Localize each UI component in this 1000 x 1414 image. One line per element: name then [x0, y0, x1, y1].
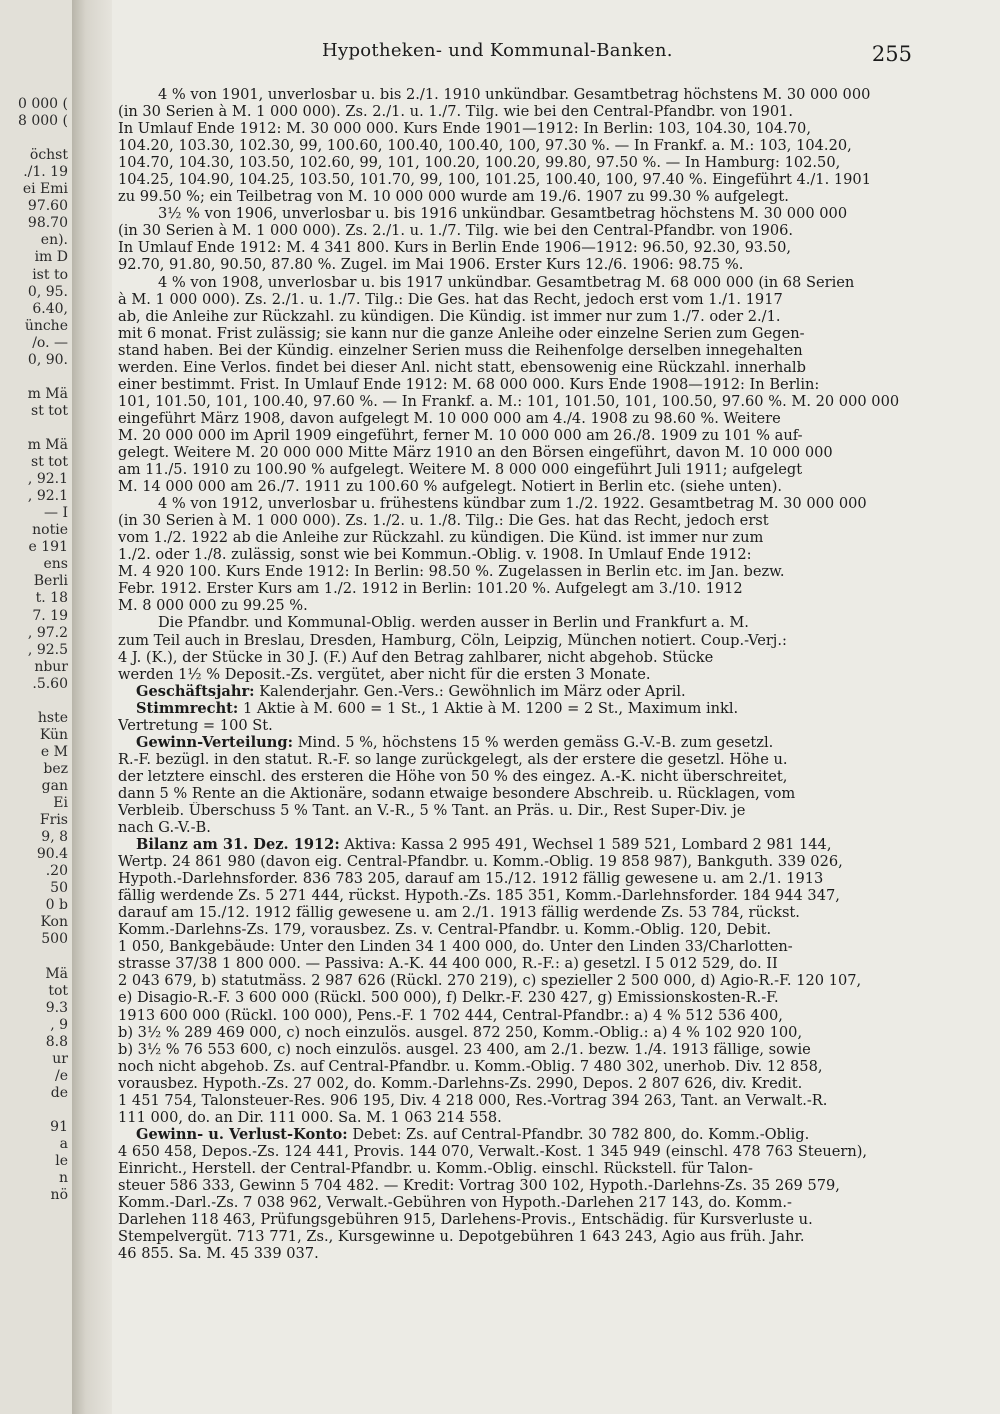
line-text: M. 14 000 000 am 26./7. 1911 zu 100.60 % aufgelegt. Notiert in Berlin etc. (siehe unten). — [118, 478, 783, 496]
text-line — [118, 614, 914, 631]
line-text: darauf am 15./12. 1912 fällig gewesene u. am 2./1. 1913 fällig werdende Zs. 53 784, rückst. — [118, 904, 800, 922]
text-line — [118, 291, 914, 308]
line-text: werden 1½ % Deposit.-Zs. vergütet, aber nicht für die ersten 3 Monate. — [118, 665, 651, 683]
line-text: fällig werdende Zs. 5 271 444, rückst. Hypoth.-Zs. 185 351, Komm.-Darlehnsforder. 184 944 347, — [118, 887, 840, 905]
facing-page-fragment: hste — [37, 709, 68, 726]
paragraph — [118, 1126, 914, 1262]
line-text: noch nicht abgehob. Zs. auf Central-Pfandbr. u. Komm.-Oblig. 7 480 302, unerhob. Div. 12 858, — [118, 1057, 823, 1075]
facing-page-fragment: tot — [48, 982, 68, 999]
facing-page-fragment: Berli — [33, 573, 68, 590]
facing-page-fragment: ens — [43, 556, 68, 573]
line-text: In Umlauf Ende 1912: M. 4 341 800. Kurs in Berlin Ende 1906—1912: 96.50, 92.30, 93.50, — [118, 239, 792, 257]
line-text: Hypoth.-Darlehnsforder. 836 783 205, darauf am 15./12. 1912 fällig gewesene u. am 2./1. 1913 — [118, 870, 824, 888]
text-line — [118, 751, 914, 768]
text-line — [118, 461, 914, 478]
text-line — [118, 785, 914, 802]
text-line — [118, 495, 914, 512]
facing-page-fragment: Kon — [40, 914, 68, 931]
text-line — [118, 887, 914, 904]
line-text: vom 1./2. 1922 ab die Anleihe zur Rückzahl. zu kündigen. Die Künd. ist immer nur zum — [118, 529, 764, 547]
text-line — [118, 955, 914, 972]
facing-page-fragment: ünche — [24, 317, 68, 334]
text-line — [118, 103, 914, 120]
text-line — [118, 870, 914, 887]
line-text: 2 043 679, b) statutmäss. 2 987 626 (Rückl. 270 219), c) spezieller 2 500 000, d) Agio-R.-F. 120 107, — [118, 972, 862, 990]
facing-page-fragment: , 97.2 — [27, 624, 68, 641]
text-line — [118, 632, 914, 649]
line-text: à M. 1 000 000). Zs. 2./1. u. 1./7. Tilg.: Die Ges. hat das Recht, jedoch erst vom 1./1. 1917 — [118, 290, 783, 308]
text-line — [118, 1194, 914, 1211]
text-line — [118, 546, 914, 563]
facing-page-fragment: — I — [44, 505, 68, 522]
text-line — [118, 308, 914, 325]
line-text: 1 050, Bankgebäude: Unter den Linden 34 1 400 000, do. Unter den Linden 33/Charlotten- — [118, 938, 793, 956]
line-text: strasse 37/38 1 800 000. — Passiva: A.-K. 44 400 000, R.-F.: a) gesetzl. I 5 012 529, do. II — [118, 955, 778, 973]
facing-page-fragment: 97.60 — [27, 198, 68, 215]
text-line — [118, 137, 914, 154]
section-lead: Geschäftsjahr: — [136, 682, 255, 700]
line-text: 111 000, do. an Dir. 111 000. Sa. M. 1 063 214 558. — [118, 1108, 502, 1126]
facing-page-fragment: ./1. 19 — [23, 164, 68, 181]
facing-page-fragment: im D — [34, 249, 68, 266]
facing-page-fragment: nö — [50, 1187, 68, 1204]
line-text: vorausbez. Hypoth.-Zs. 27 002, do. Komm.-Darlehns-Zs. 2990, Depos. 2 807 626, div. Kredit. — [118, 1074, 803, 1092]
text-line — [118, 444, 914, 461]
page-body — [118, 86, 914, 1262]
text-line — [118, 171, 914, 188]
facing-page-fragment: st tot — [31, 454, 68, 471]
text-line — [118, 1177, 914, 1194]
facing-page-fragment: gan — [41, 778, 68, 794]
facing-page-fragment: , 92.5 — [27, 641, 68, 658]
line-text: 1./2. oder 1./8. zulässig, sonst wie bei Kommun.-Oblig. v. 1908. In Umlauf Ende 1912: — [118, 546, 752, 564]
line-text: 1 451 754, Talonsteuer-Res. 906 195, Div. 4 218 000, Res.-Vortrag 394 263, Tant. an Verwalt.-R. — [118, 1091, 828, 1109]
facing-page-fragment: 9.3 — [45, 999, 68, 1016]
line-text: Aktiva: Kassa 2 995 491, Wechsel 1 589 521, Lombard 2 981 144, — [339, 836, 832, 854]
text-line — [118, 802, 914, 819]
text-line — [118, 393, 914, 410]
text-line — [118, 1092, 914, 1109]
line-text: 1913 600 000 (Rückl. 100 000), Pens.-F. 1 702 444, Central-Pfandbr.: a) 4 % 512 536 400, — [118, 1006, 783, 1024]
line-text: zu 99.50 %; ein Teilbetrag von M. 10 000 000 wurde am 19./6. 1907 zu 99.30 % aufgelegt. — [118, 188, 789, 206]
text-line — [118, 1228, 914, 1245]
facing-page-fragment: 98.70 — [27, 215, 68, 232]
text-line — [118, 904, 914, 921]
text-line — [118, 342, 914, 359]
line-text: 92.70, 91.80, 90.50, 87.80 %. Zugel. im Mai 1906. Erster Kurs 12./6. 1906: 98.75 %. — [118, 256, 744, 274]
facing-page-fragment: /o. — — [32, 334, 68, 351]
text-line — [118, 1126, 914, 1143]
text-line — [118, 1024, 914, 1041]
text-line — [118, 563, 914, 580]
paragraph — [118, 274, 914, 496]
paragraph — [118, 683, 914, 700]
line-text: 4 650 458, Depos.-Zs. 124 441, Provis. 144 070, Verwalt.-Kost. 1 345 949 (einschl. 478 763 Steuern), — [118, 1142, 868, 1160]
text-line — [118, 819, 914, 836]
line-text: ab, die Anleihe zur Rückzahl. zu kündigen. Die Kündig. ist immer nur zum 1./7. oder 2./1. — [118, 307, 781, 325]
text-line — [118, 1041, 914, 1058]
text-line — [118, 222, 914, 239]
line-text: (in 30 Serien à M. 1 000 000). Zs. 2./1. u. 1./7. Tilg. wie bei den Central-Pfandbr. von 1901. — [118, 103, 794, 121]
line-text: (in 30 Serien à M. 1 000 000). Zs. 1./2. u. 1./8. Tilg.: Die Ges. hat das Recht, jedoch erst — [118, 512, 769, 530]
text-line — [118, 921, 914, 938]
line-text: Stempelvergüt. 713 771, Zs., Kursgewinne u. Depotgebühren 1 643 243, Agio aus früh. Jahr. — [118, 1228, 805, 1246]
facing-page-fragment: de — [50, 1084, 68, 1101]
line-text: Komm.-Darlehns-Zs. 179, vorausbez. Zs. v. Central-Pfandbr. u. Komm.-Oblig. 120, Debit. — [118, 921, 772, 939]
line-text: gelegt. Weitere M. 20 000 000 Mitte März 1910 an den Börsen eingeführt, davon M. 10 000 000 — [118, 443, 833, 461]
line-text: b) 3½ % 289 469 000, c) noch einzulös. ausgel. 872 250, Komm.-Oblig.: a) 4 % 102 920 100, — [118, 1023, 803, 1041]
text-line — [118, 1058, 914, 1075]
facing-page-fragment: 90.4 — [36, 846, 68, 863]
facing-page-fragment: .5.60 — [32, 675, 68, 692]
facing-page-fragment: , 9 — [50, 1016, 68, 1033]
facing-page-fragment: m Mä — [27, 437, 68, 453]
facing-page-fragment: Kün — [39, 726, 68, 743]
line-text: Einricht., Herstell. der Central-Pfandbr. u. Komm.-Oblig. einschl. Rückstell. für Talon- — [118, 1159, 753, 1177]
text-line — [118, 205, 914, 222]
text-line — [118, 938, 914, 955]
line-text: dann 5 % Rente an die Aktionäre, sodann etwaige besondere Abschreib. u. Rücklagen, vom — [118, 784, 796, 802]
text-line — [118, 1160, 914, 1177]
line-text: b) 3½ % 76 553 600, c) noch einzulös. ausgel. 23 400, am 2./1. bezw. 1./4. 1913 fällige, sowie — [118, 1040, 811, 1058]
line-text: Febr. 1912. Erster Kurs am 1./2. 1912 in Berlin: 101.20 %. Aufgelegt am 3./10. 1912 — [118, 580, 743, 598]
facing-page-fragment: t. 18 — [35, 590, 68, 607]
paragraph — [118, 836, 914, 1126]
text-line — [118, 649, 914, 666]
facing-page-fragment: .20 — [45, 863, 68, 880]
line-text: M. 20 000 000 im April 1909 eingeführt, ferner M. 10 000 000 am 26./8. 1909 zu 101 % auf- — [118, 426, 803, 444]
text-line — [118, 580, 914, 597]
facing-page-fragment: öchst — [29, 147, 68, 164]
text-line — [118, 529, 914, 546]
facing-page-fragment: 0, 90. — [27, 351, 68, 368]
line-text: e) Disagio-R.-F. 3 600 000 (Rückl. 500 000), f) Delkr.-F. 230 427, g) Emissionskosten-R.-F. — [118, 989, 779, 1007]
facing-page-fragment: ei Emi — [22, 181, 68, 198]
facing-page-fragment: 50 — [50, 880, 68, 897]
text-line — [118, 154, 914, 171]
line-text: zum Teil auch in Breslau, Dresden, Hamburg, Cöln, Leipzig, München notiert. Coup.-Verj.: — [118, 631, 787, 649]
line-text: Darlehen 118 463, Prüfungsgebühren 915, Darlehens-Provis., Entschädig. für Kursverluste u. — [118, 1211, 813, 1229]
text-line — [118, 1211, 914, 1228]
facing-page-fragment: le — [55, 1153, 68, 1170]
facing-page-fragment: a — [59, 1136, 68, 1153]
page-header — [112, 40, 912, 66]
paragraph — [118, 734, 914, 836]
text-line — [118, 989, 914, 1006]
line-text: der letztere einschl. des ersteren die Höhe von 50 % des eingez. A.-K. nicht überschreitet, — [118, 767, 788, 785]
text-line — [118, 1245, 914, 1262]
line-text: In Umlauf Ende 1912: M. 30 000 000. Kurs Ende 1901—1912: In Berlin: 103, 104.30, 104.70, — [118, 120, 811, 138]
line-text: 1 Aktie à M. 600 = 1 St., 1 Aktie à M. 1200 = 2 St., Maximum inkl. — [238, 699, 739, 717]
facing-page-fragment: m Mä — [27, 385, 68, 402]
text-line — [118, 376, 914, 393]
paragraph — [118, 205, 914, 273]
facing-page-fragment: 6.40, — [32, 300, 68, 317]
text-line — [118, 1109, 914, 1126]
text-line — [118, 427, 914, 444]
facing-page-fragment: 7. 19 — [32, 607, 68, 624]
line-text: 4 % von 1901, unverlosbar u. bis 2./1. 1910 unkündbar. Gesamtbetrag höchstens M. 30 000 000 — [158, 86, 871, 103]
facing-page-fragment: 500 — [41, 931, 68, 948]
facing-page-fragment: notie — [32, 522, 68, 539]
running-head: Hypotheken- und Kommunal-Banken. — [322, 40, 673, 61]
text-line — [118, 86, 914, 103]
facing-page-fragment: 0 000 ( — [18, 96, 68, 112]
line-text: Kalenderjahr. Gen.-Vers.: Gewöhnlich im März oder April. — [254, 682, 686, 700]
facing-page-fragment: e M — [40, 743, 68, 760]
facing-page-fragment: 0, 95. — [27, 283, 68, 300]
line-text: Wertp. 24 861 980 (davon eig. Central-Pfandbr. u. Komm.-Oblig. 19 858 987), Bankguth. 339 026, — [118, 853, 843, 871]
text-line — [118, 274, 914, 291]
facing-page-fragment: st tot — [31, 402, 68, 419]
facing-page-fragment: nbur — [34, 658, 68, 675]
line-text: Komm.-Darl.-Zs. 7 038 962, Verwalt.-Gebühren von Hypoth.-Darlehen 217 143, do. Komm.- — [118, 1194, 792, 1212]
facing-page-fragment: 8 000 ( — [18, 113, 68, 130]
line-text: eingeführt März 1908, davon aufgelegt M. 10 000 000 am 4./4. 1908 zu 98.60 %. Weitere — [118, 409, 781, 427]
text-line — [118, 359, 914, 376]
text-line — [118, 683, 914, 700]
facing-page-fragment: /e — [54, 1067, 68, 1084]
text-line — [118, 512, 914, 529]
text-line — [118, 1075, 914, 1092]
line-text: M. 4 920 100. Kurs Ende 1912: In Berlin: 98.50 %. Zugelassen in Berlin etc. im Jan. bezw. — [118, 563, 785, 581]
line-text: mit 6 monat. Frist zulässig; sie kann nur die ganze Anleihe oder einzelne Serien zum Gegen- — [118, 324, 805, 342]
text-line — [118, 120, 914, 137]
line-text: 101, 101.50, 101, 100.40, 97.60 %. — In Frankf. a. M.: 101, 101.50, 101, 100.50, 97.60 %. M. 20 000 000 — [118, 392, 900, 410]
book-page — [112, 0, 1000, 1414]
paragraph — [118, 700, 914, 734]
line-text: 4 J. (K.), der Stücke in 30 J. (F.) Auf den Betrag zahlbarer, nicht abgehob. Stücke — [118, 648, 714, 666]
line-text: 46 855. Sa. M. 45 339 037. — [118, 1245, 319, 1263]
text-line — [118, 853, 914, 870]
line-text: Mind. 5 %, höchstens 15 % werden gemäss G.-V.-B. zum gesetzl. — [292, 733, 774, 751]
text-line — [118, 1143, 914, 1160]
facing-page-fragment: Fris — [39, 812, 68, 829]
facing-page-fragment: 9, 8 — [41, 829, 68, 846]
text-line — [118, 717, 914, 734]
facing-page-fragment: , 92.1 — [27, 471, 68, 488]
line-text: steuer 586 333, Gewinn 5 704 482. — Kredit: Vortrag 300 102, Hypoth.-Darlehns-Zs. 35 269 579, — [118, 1177, 840, 1194]
text-line — [118, 410, 914, 427]
text-line — [118, 1007, 914, 1024]
line-text: R.-F. bezügl. in den statut. R.-F. so lange zurückgelegt, als der erstere die gesetzl. Höhe u. — [118, 750, 788, 768]
line-text: 3½ % von 1906, unverlosbar u. bis 1916 unkündbar. Gesamtbetrag höchstens M. 30 000 000 — [158, 205, 848, 223]
page-number: 255 — [871, 42, 912, 66]
text-line — [118, 972, 914, 989]
text-line — [118, 836, 914, 853]
book-gutter — [72, 0, 112, 1414]
line-text: (in 30 Serien à M. 1 000 000). Zs. 2./1. u. 1./7. Tilg. wie bei den Central-Pfandbr. von 1906. — [118, 222, 794, 240]
section-lead: Gewinn- u. Verlust-Konto: — [136, 1125, 348, 1143]
facing-page-fragment: bez — [43, 760, 68, 777]
text-line — [118, 239, 914, 256]
line-text: 104.70, 104.30, 103.50, 102.60, 99, 101, 100.20, 100.20, 99.80, 97.50 %. — In Hamburg: 102.50, — [118, 154, 841, 172]
line-text: 104.25, 104.90, 104.25, 103.50, 101.70, 99, 100, 101.25, 100.40, 100, 97.40 %. Eingeführt 4./1. 1901 — [118, 171, 871, 189]
line-text: Vertretung = 100 St. — [118, 716, 273, 734]
line-text: M. 8 000 000 zu 99.25 %. — [118, 597, 308, 615]
text-line — [118, 597, 914, 614]
line-text: stand haben. Bei der Kündig. einzelner Serien muss die Reihenfolge derselben innegehalten — [118, 341, 803, 359]
line-text: 4 % von 1912, unverlosbar u. frühestens kündbar zum 1./2. 1922. Gesamtbetrag M. 30 000 000 — [158, 495, 867, 513]
paragraph — [118, 614, 914, 682]
facing-page-fragment: 0 b — [45, 897, 68, 914]
line-text: 104.20, 103.30, 102.30, 99, 100.60, 100.40, 100.40, 100, 97.30 %. — In Frankf. a. M.: 103, 104.20, — [118, 137, 852, 155]
facing-page-fragment: n — [58, 1170, 68, 1187]
text-line — [118, 734, 914, 751]
section-lead: Bilanz am 31. Dez. 1912: — [136, 836, 340, 854]
facing-page-fragment: en). — [40, 232, 68, 249]
line-text: 4 % von 1908, unverlosbar u. bis 1917 unkündbar. Gesamtbetrag M. 68 000 000 (in 68 Serien — [158, 273, 855, 291]
facing-page-fragment: Ei — [53, 795, 68, 812]
facing-page-fragment: Mä — [45, 965, 68, 982]
line-text: Die Pfandbr. und Kommunal-Oblig. werden ausser in Berlin und Frankfurt a. M. — [158, 614, 749, 632]
line-text: einer bestimmt. Frist. In Umlauf Ende 1912: M. 68 000 000. Kurs Ende 1908—1912: In Berlin: — [118, 375, 820, 393]
text-line — [118, 188, 914, 205]
line-text: am 11./5. 1910 zu 100.90 % aufgelegt. Weitere M. 8 000 000 eingeführt Juli 1911; aufgelegt — [118, 461, 803, 479]
paragraph — [118, 495, 914, 614]
line-text: werden. Eine Verlos. findet bei dieser Anl. nicht statt, ebensowenig eine Rückzahl. innerhalb — [118, 358, 806, 376]
text-line — [118, 325, 914, 342]
text-line — [118, 768, 914, 785]
text-line — [118, 666, 914, 683]
text-line — [118, 256, 914, 273]
line-text: Debet: Zs. auf Central-Pfandbr. 30 782 800, do. Komm.-Oblig. — [347, 1125, 810, 1143]
facing-page-fragment: 8.8 — [45, 1033, 68, 1050]
text-line — [118, 700, 914, 717]
line-text: nach G.-V.-B. — [118, 819, 211, 837]
facing-page-edge — [0, 0, 73, 1414]
paragraph — [118, 86, 914, 205]
section-lead: Gewinn-Verteilung: — [136, 733, 293, 751]
section-lead: Stimmrecht: — [136, 699, 239, 717]
facing-page-fragment: , 92.1 — [27, 488, 68, 505]
facing-page-fragment: 91 — [50, 1119, 68, 1135]
text-line — [118, 478, 914, 495]
facing-page-fragment: e 191 — [28, 539, 68, 556]
facing-page-fragment: ur — [52, 1050, 68, 1067]
facing-page-fragment: ist to — [32, 266, 68, 283]
line-text: Verbleib. Überschuss 5 % Tant. an V.-R., 5 % Tant. an Präs. u. Dir., Rest Super-Div. je — [118, 801, 746, 819]
